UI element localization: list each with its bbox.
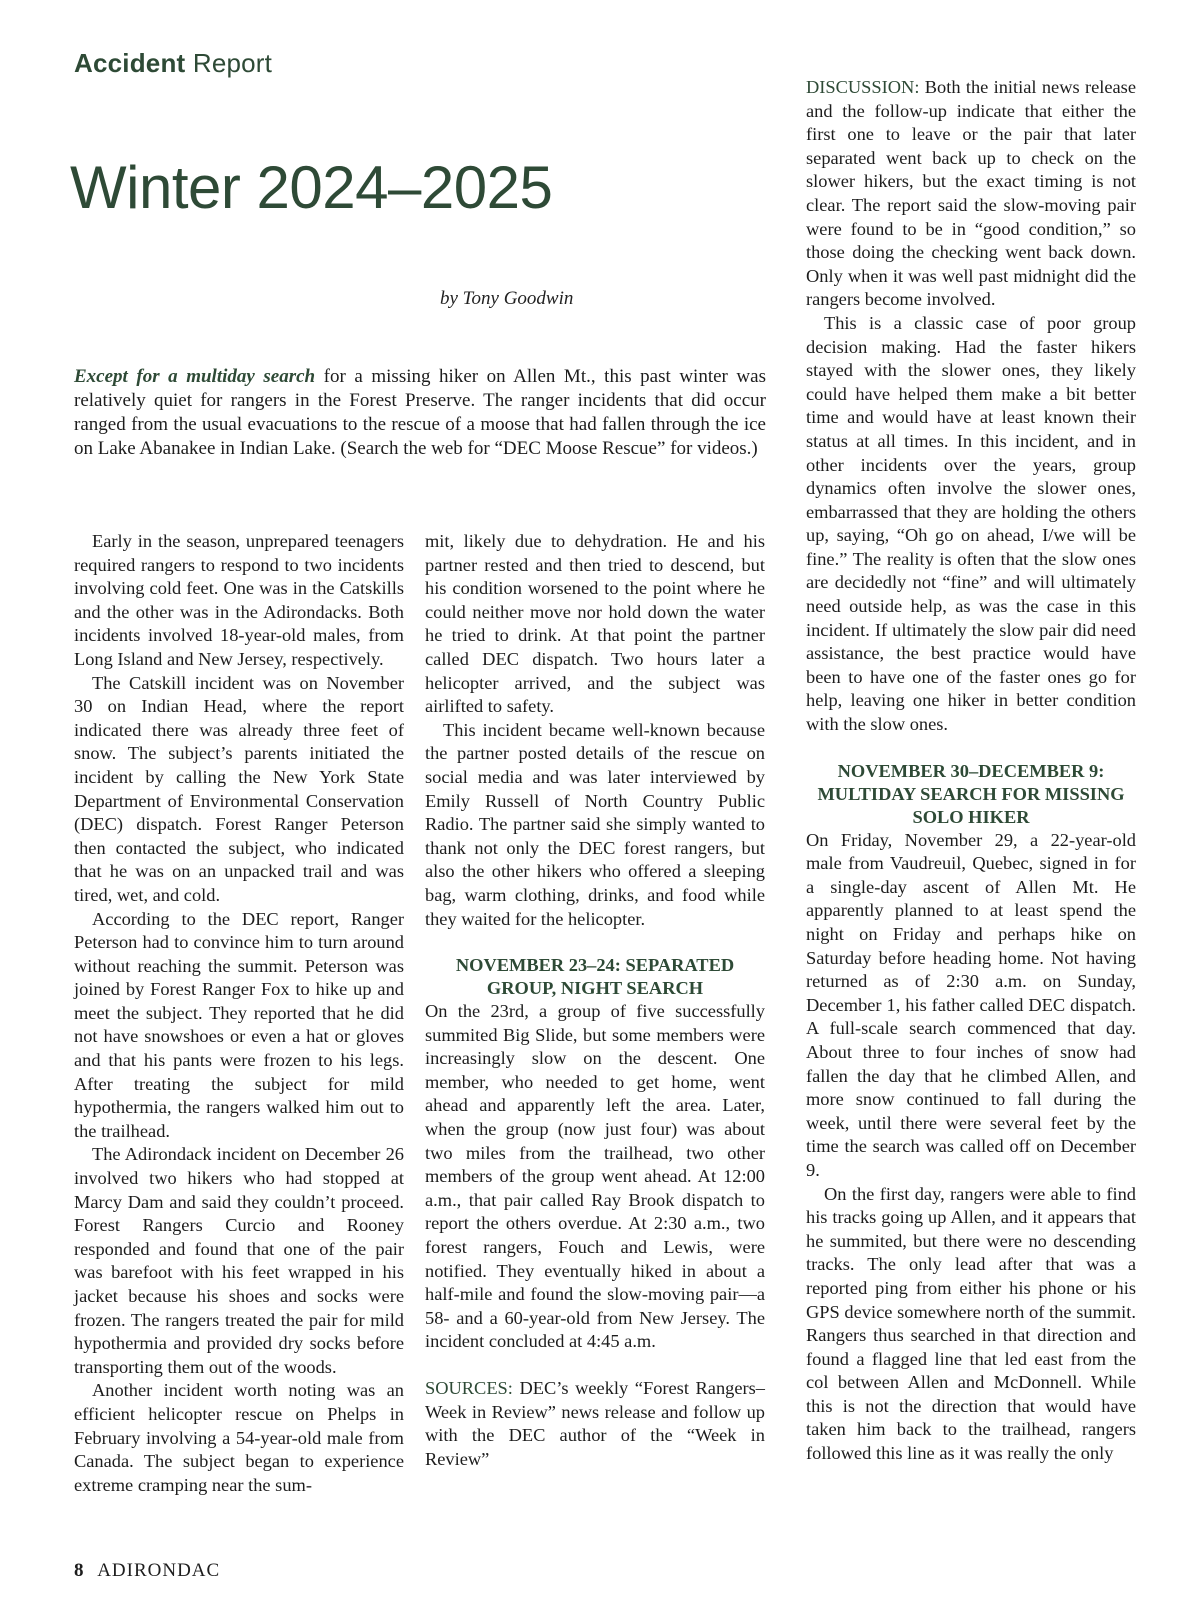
col1-paragraph-3: According to the DEC report, Ranger Peterson had to convince him to turn around without reaching the summit. Peterson was joined by Forest Ranger Fox to hike up and meet the subject. They reported that he did not have snowshoes or even a hat or gloves and that his pants were frozen to his legs. After treating the subject for mild hypothermia, the rangers walked him out to the trailhead.: [74, 908, 404, 1141]
subheading-nov-30-dec-9: NOVEMBER 30–DECEMBER 9: MULTIDAY SEARCH FOR MISSING SOLO HIKER: [817, 760, 1125, 827]
col2-paragraph-3: On the 23rd, a group of five successfully summited Big Slide, but some members were increasingly slow on the descent. One member, who needed to get home, went ahead and apparently left the area. Later, when the group (now just four) was about two miles from the trailhead, two other members of the group went ahead. At 12:00 a.m., that pair called Ray Brook dispatch to report the others overdue. At 2:30 a.m., two forest rangers, Fouch and Lewis, were notified. They eventually hiked in about a half-mile and found the slow-moving pair—a 58- and a 60-year-old from New Jersey. The incident concluded at 4:45 a.m.: [425, 1001, 765, 1352]
col1-paragraph-1: Early in the season, unprepared teenagers required rangers to respond to two incidents involving cold feet. One was in the Catskills and the other was in the Adirondacks. Both incidents involved 18-year-old males, from Long Island and New Jersey, respectively.: [74, 531, 404, 669]
sources-paragraph: [425, 1377, 765, 1471]
col2-paragraph-2: This incident became well-known because the partner posted details of the rescue on social media and was later interviewed by Emily Russell of North Country Public Radio. The partner said she simply wanted to thank not only the DEC forest rangers, but also the other hikers who offered a sleeping bag, warm clothing, drinks, and food while they waited for the helicopter.: [425, 719, 765, 929]
intro-lead: Except for a multiday search: [74, 366, 316, 387]
col3-paragraph-3: On Friday, November 29, a 22-year-old male from Vaudreuil, Quebec, signed in for a single-day ascent of Allen Mt. He apparently planned to at least spend the night on Friday and perhaps hike on Saturday before heading home. Not having returned as of 2:30 a.m. on Sunday, December 1, his father called DEC dispatch. A full-scale search commenced that day. About three to four inches of snow had fallen the day that he climbed Allen, and more snow continued to fall during the week, until there were several feet by the time the search was called off on December 9.: [806, 829, 1136, 1180]
discussion-label: DISCUSSION:: [806, 77, 920, 97]
sources-label: SOURCES:: [425, 1378, 513, 1398]
intro-paragraph: [74, 365, 766, 461]
sources-text: DEC’s weekly “Forest Rangers–Week in Review” news release and follow up with the DEC author of the “Week in Review”: [425, 1378, 765, 1469]
subheading-nov-23-24: NOVEMBER 23–24: SEPARATED GROUP, NIGHT SEARCH: [455, 955, 735, 999]
discussion-paragraph: [806, 76, 1136, 312]
col1-paragraph-2: The Catskill incident was on November 30 on Indian Head, where the report indicated there was already three feet of snow. The subject’s parents initiated the incident by calling the New York State Department of Environmental Conservation (DEC) dispatch. Forest Ranger Peterson then contacted the subject, who indicated that he was on an unpacked trail and was tired, wet, and cold.: [74, 672, 404, 905]
col1-paragraph-4: The Adirondack incident on December 26 involved two hikers who had stopped at Marcy Dam and said they couldn’t proceed. Forest Rangers Curcio and Rooney responded and found that one of the pair was barefoot with his feet wrapped in his jacket because his shoes and socks were frozen. The rangers treated the pair for mild hypothermia and provided dry socks before transporting them out of the woods.: [74, 1144, 404, 1377]
byline: by Tony Goodwin: [440, 288, 574, 309]
discussion-text: Both the initial news release and the follow-up indicate that either the first one to leave or the pair that later separated went back up to check on the slower hikers, but the exact timing is not clear. The report said the slow-moving pair were found to be in “good condition,” so those doing the checking went back down. Only when it was well past midnight did the rangers become involved.: [806, 77, 1136, 310]
page-footer: [74, 1560, 220, 1582]
article-title: Winter 2024–2025: [70, 154, 553, 221]
col3-paragraph-2: This is a classic case of poor group decision making. Had the faster hikers stayed with the slower ones, they likely could have helped them make a bit better time and would have at least known their status at all times. In this incident, and in other incidents over the years, group dynamics often involve the slower ones, embarrassed that they are holding the others up, saying, “Oh go on ahead, I/we will be fine.” The reality is often that the slow ones are decidedly not “fine” and will ultimately need outside help, as was the case in this incident. If ultimately the slow pair did need assistance, the best practice would have been to have one of the faster ones go for help, leaving one hiker in better condition with the slow ones.: [806, 312, 1136, 735]
column-1: [74, 530, 404, 1497]
col3-paragraph-4: On the first day, rangers were able to find his tracks going up Allen, and it appears that he summited, but there were no descending tracks. The only lead after that was a reported ping from either his phone or his GPS device somewhere north of the summit. Rangers thus searched in that direction and found a flagged line that led east from the col between Allen and McDonnell. While this is not the direction that would have taken him back to the trailhead, rangers followed this line as it was really the only: [806, 1183, 1136, 1464]
section-label: [74, 48, 272, 79]
page-number: 8: [74, 1560, 85, 1581]
section-label-bold: Accident: [74, 48, 186, 78]
column-3: [806, 76, 1136, 1466]
magazine-name: ADIRONDAC: [97, 1560, 221, 1581]
intro-text: for a missing hiker on Allen Mt., this past winter was relatively quiet for rangers in the Forest Preserve. The ranger incidents that did occur ranged from the usual evacuations to the rescue of a moose that had fallen through the ice on Lake Abanakee in Indian Lake. (Search the web for “DEC Moose Rescue” for videos.): [74, 366, 766, 459]
section-label-light: Report: [192, 48, 273, 78]
column-2: [425, 530, 765, 1471]
col2-paragraph-1: mit, likely due to dehydration. He and his partner rested and then tried to descend, but his condition worsened to the point where he could neither move nor hold down the water he tried to drink. At that point the partner called DEC dispatch. Two hours later a helicopter arrived, and the subject was airlifted to safety.: [425, 531, 765, 717]
col1-paragraph-5: Another incident worth noting was an efficient helicopter rescue on Phelps in February involving a 54-year-old male from Canada. The subject began to experience extreme cramping near the sum-: [74, 1380, 404, 1495]
